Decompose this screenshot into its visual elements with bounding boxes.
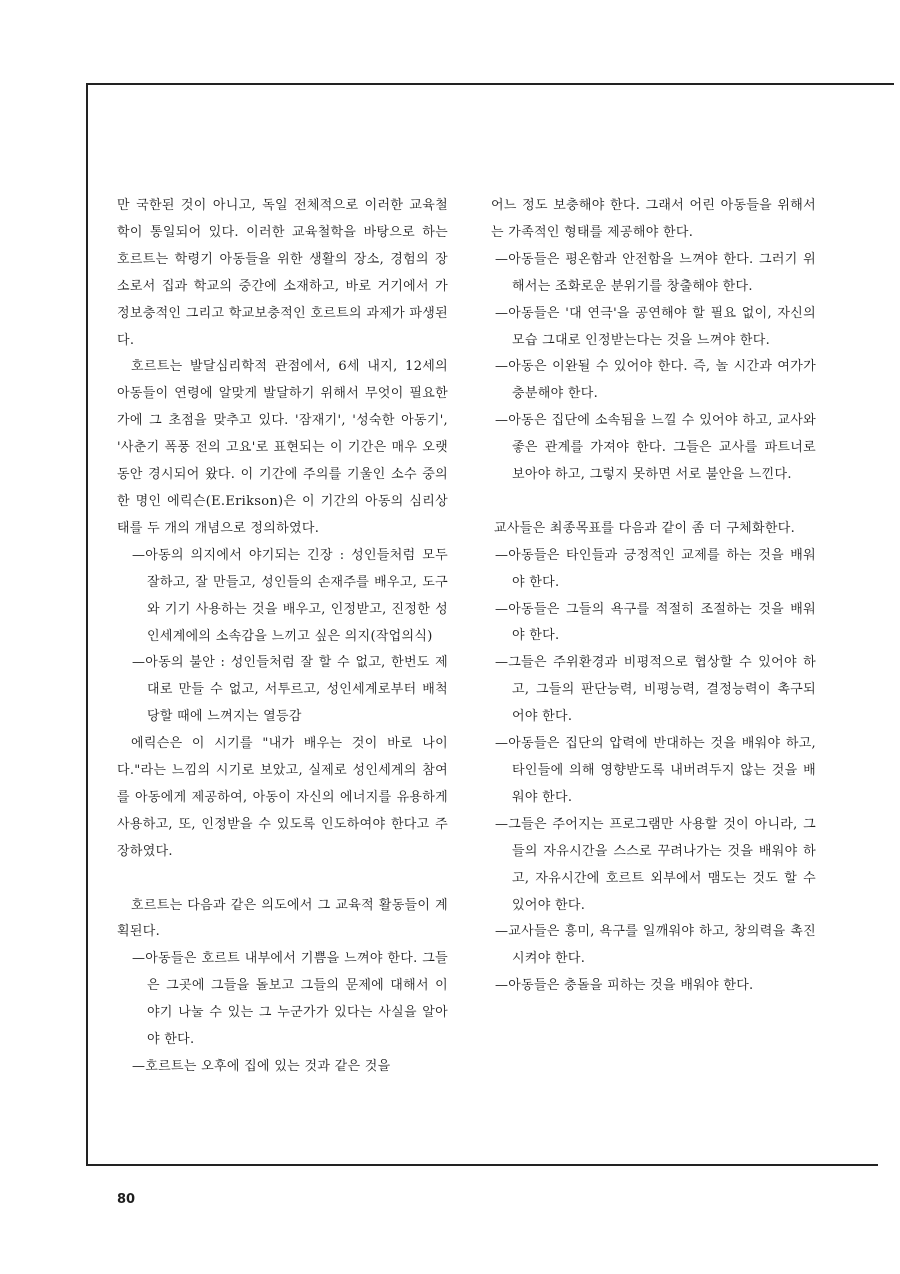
frame-top-rule: [86, 83, 894, 85]
list-item: —아동은 이완될 수 있어야 한다. 즉, 놀 시간과 여가가 충분해야 한다.: [495, 359, 816, 402]
paragraph: 교사들은 최종목표를 다음과 같이 좀 더 구체화한다.: [494, 520, 796, 536]
right-column: [478, 193, 816, 1000]
frame-left-rule: [86, 83, 88, 1166]
list-item: —아동의 불안 : 성인들처럼 잘 할 수 없고, 한번도 제대로 만들 수 없고, 서투르고, 성인세계로부터 배척당할 때에 느껴지는 열등감: [132, 655, 448, 725]
paragraph: 호르트는 발달심리학적 관점에서, 6세 내지, 12세의 아동들이 연령에 알맞게 발달하기 위해서 무엇이 필요한가에 그 초점을 맞추고 있다. '잠재기', '성숙한 아동기', '사춘기 폭풍 전의 고요'로 표현되는 이 기간은 매우 오랫동안 경시되어 왔다. 이 기간에 주의를 기울인 소수 중의 한 명인 에릭슨(E.Erikson)은 이 기간의 아동의 심리상태를 두 개의 개념으로 정의하였다.: [117, 359, 448, 536]
list-item: —호르트는 오후에 집에 있는 것과 같은 것을: [132, 1058, 391, 1074]
list-item: —아동들은 호르트 내부에서 기쁨을 느껴야 한다. 그들은 그곳에 그들을 돌보고 그들의 문제에 대해서 이야기 나눌 수 있는 그 누군가가 있다는 사실을 알아야 한다.: [132, 951, 448, 1048]
list-item: —아동들은 타인들과 긍정적인 교제를 하는 것을 배워야 한다.: [495, 547, 816, 590]
list-item: —아동들은 충돌을 피하는 것을 배워야 한다.: [495, 978, 754, 994]
list-item: —아동들은 '대 연극'을 공연해야 할 필요 없이, 자신의 모습 그대로 인정받는다는 것을 느껴야 한다.: [495, 305, 816, 348]
paragraph: 호르트는 다음과 같은 의도에서 그 교육적 활동들이 계획된다.: [117, 897, 448, 940]
list-item: —아동들은 평온함과 안전함을 느껴야 한다. 그러기 위해서는 조화로운 분위기를 창출해야 한다.: [495, 251, 816, 294]
list-item: —아동은 집단에 소속됨을 느낄 수 있어야 하고, 교사와 좋은 관계를 가져야 한다. 그들은 교사를 파트너로 보아야 하고, 그렇지 못하면 서로 불안을 느낀다.: [495, 413, 816, 483]
continued-list-text: 어느 정도 보충해야 한다. 그래서 어린 아동들을 위해서는 가족적인 형태를 제공해야 한다.: [491, 198, 816, 240]
left-column: [117, 193, 448, 1081]
paragraph-gap: [478, 489, 816, 516]
frame-bottom-rule: [86, 1164, 878, 1166]
paragraph: 만 국한된 것이 아니고, 독일 전체적으로 이러한 교육철학이 통일되어 있다. 이러한 교육철학을 바탕으로 하는 호르트는 학령기 아동들을 위한 생활의 장소, 경험의 장소로서 집과 학교의 중간에 소재하고, 바로 거기에서 가정보충적인 그리고 학교보충적인 호르트의 과제가 파생된다.: [117, 198, 448, 348]
list-item: —아동들은 그들의 욕구를 적절히 조절하는 것을 배워야 한다.: [495, 601, 816, 644]
page-number: 80: [117, 1192, 136, 1207]
list-item: —아동의 의지에서 야기되는 긴장 : 성인들처럼 모두 잘하고, 잘 만들고, 성인들의 손재주를 배우고, 도구와 기기 사용하는 것을 배우고, 인정받고, 진정한 성인세계에의 소속감을 느끼고 싶은 의지(작업의식): [132, 547, 448, 644]
list-item: —그들은 주위환경과 비평적으로 협상할 수 있어야 하고, 그들의 판단능력, 비평능력, 결정능력이 촉구되어야 한다.: [495, 655, 816, 725]
paragraph: 에릭슨은 이 시기를 "내가 배우는 것이 바로 나이다."라는 느낌의 시기로 보았고, 실제로 성인세계의 참여를 아동에게 제공하여, 아동이 자신의 에너지를 유용하게 사용하고, 또, 인정받을 수 있도록 인도하여야 한다고 주장하였다.: [117, 736, 448, 859]
paragraph-gap: [117, 866, 448, 893]
list-item: —그들은 주어지는 프로그램만 사용할 것이 아니라, 그들의 자유시간을 스스로 꾸려나가는 것을 배워야 하고, 자유시간에 호르트 외부에서 맴도는 것도 할 수 있어야 한다.: [495, 816, 816, 913]
list-item: —교사들은 흥미, 욕구를 일깨워야 하고, 창의력을 촉진시켜야 한다.: [495, 924, 816, 967]
list-item: —아동들은 집단의 압력에 반대하는 것을 배워야 하고, 타인들에 의해 영향받도록 내버려두지 않는 것을 배워야 한다.: [495, 736, 816, 805]
